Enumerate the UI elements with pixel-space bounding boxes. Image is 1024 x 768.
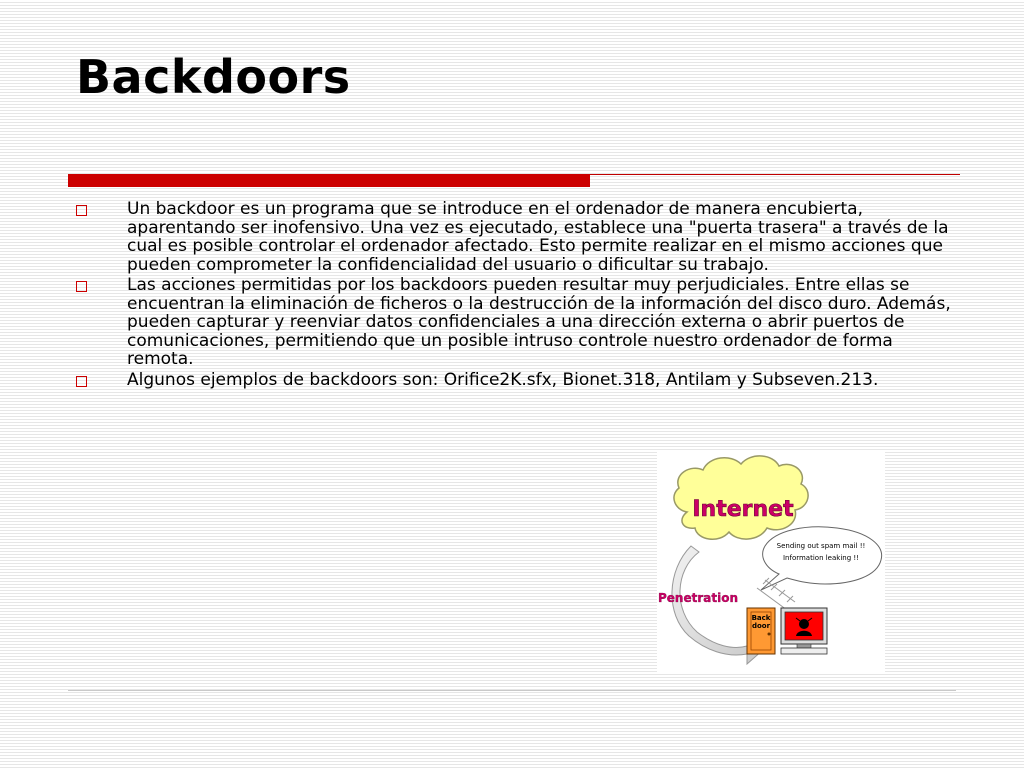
bullet-item — [76, 371, 956, 390]
internet-label: Internet — [692, 497, 794, 522]
square-bullet-icon — [76, 376, 87, 387]
bullet-text: Algunos ejemplos de backdoors son: Orifice2K.sfx, Bionet.318, Antilam y Subseven.213. — [127, 369, 879, 390]
bullet-text: Las acciones permitidas por los backdoors pueden resultar muy perjudiciales. Entre ellas se encuentran la eliminación de ficheros o la destrucción de la información del disco duro. Además, pueden capturar y reenviar datos confidenciales a una dirección externa o abrir puertos de comunicaciones, permitiendo que un posible intruso controle nuestro ordenador de forma remota. — [127, 275, 951, 369]
bubble-line-2: Information leaking !! — [782, 554, 860, 562]
penetration-label: Penetration — [657, 591, 739, 605]
slide-title: Backdoors — [76, 50, 351, 104]
square-bullet-icon — [76, 205, 87, 216]
bullet-item — [76, 200, 956, 274]
door-label-line-2: door — [751, 622, 771, 630]
title-divider-accent — [68, 174, 590, 187]
bullet-list — [76, 200, 956, 391]
bubble-line-1: Sending out spam mail !! — [776, 542, 866, 550]
backdoor-illustration — [657, 450, 885, 672]
square-bullet-icon — [76, 281, 87, 292]
footer-divider — [68, 690, 956, 691]
door-label-line-1: Back — [751, 614, 771, 622]
bullet-text: Un backdoor es un programa que se introduce en el ordenador de manera encubierta, aparentando ser inofensivo. Una vez es ejecutado, establece una "puerta trasera" a través de la cual es posible controlar el ordenador afectado. Esto permite realizar en el mismo acciones que pueden comprometer la confidencialidad del usuario o dificultar su trabajo. — [127, 199, 949, 275]
backdoor-diagram — [657, 450, 885, 672]
bullet-item — [76, 276, 956, 369]
